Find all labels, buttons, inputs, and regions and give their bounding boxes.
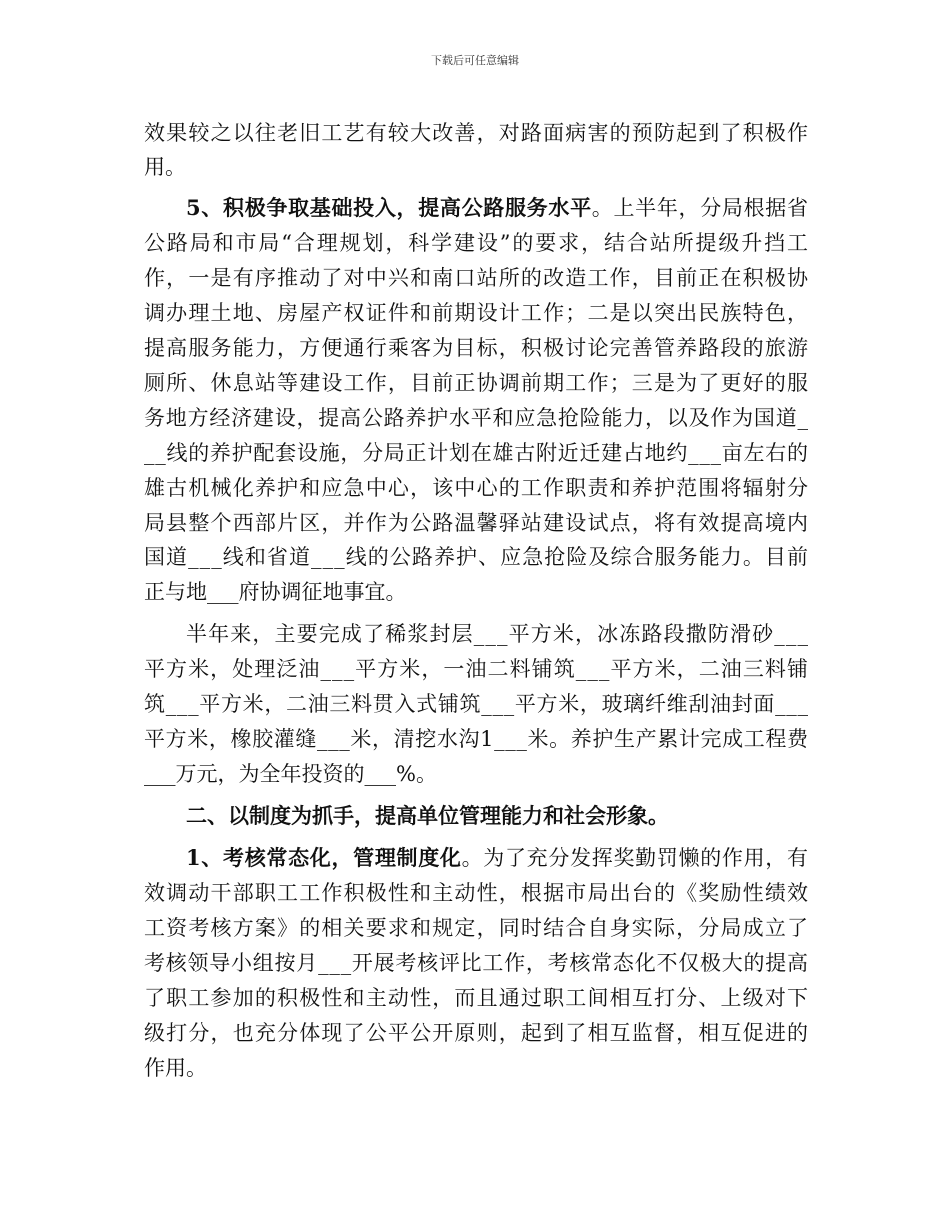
text-line (0, 877, 950, 913)
text-line (0, 653, 950, 689)
body-text: 国道___线和省道___线的公路养护、应急抢险及综合服务能力。目前 (144, 545, 810, 569)
bold-heading-text: 二、以制度为抓手，提高单位管理能力和社会形象。 (186, 803, 669, 828)
text-line (0, 192, 950, 228)
text-line (0, 576, 950, 612)
body-text: 作用。 (144, 1056, 207, 1080)
body-text: ___万元，为全年投资的___%。 (144, 762, 437, 786)
body-text: 半年来，主要完成了稀浆封层___平方米，冰冻路段撒防滑砂___ (186, 622, 810, 646)
text-line (0, 947, 950, 983)
body-text: __线的养护配套设施，分局正计划在雄古附近迁建占地约___亩左右的 (144, 441, 809, 465)
body-text: 雄古机械化养护和应急中心，该中心的工作职责和养护范围将辐射分 (144, 476, 810, 500)
text-line (0, 402, 950, 438)
body-text: 工资考核方案》的相关要求和规定，同时结合自身实际，分局成立了 (144, 916, 810, 940)
body-text: 级打分，也充分体现了公平公开原则，起到了相互监督，相互促进的 (144, 1021, 810, 1045)
page-header: 下载后可任意编辑 (431, 54, 519, 67)
text-line (0, 723, 950, 759)
body-text: 用。 (144, 155, 186, 179)
text-line (0, 1052, 950, 1088)
text-line (0, 507, 950, 543)
body-text: 筑___平方米，二油三料贯入式铺筑___平方米，玻璃纤维刮油封面___ (144, 692, 809, 716)
text-line (0, 688, 950, 724)
text-line (0, 262, 950, 298)
text-line (0, 842, 950, 878)
text-line (0, 1017, 950, 1053)
body-text: 平方米，橡胶灌缝___米，清挖水沟1___米。养护生产累计完成工程费 (144, 727, 809, 751)
text-line (0, 151, 950, 187)
body-text: 厕所、休息站等建设工作，目前正协调前期工作；三是为了更好的服 (144, 371, 810, 395)
body-text: 局县整个西部片区，并作为公路温馨驿站建设试点，将有效提高境内 (144, 511, 810, 535)
body-text: 务地方经济建设，提高公路养护水平和应急抢险能力，以及作为国道_ (144, 406, 809, 430)
text-line (0, 758, 950, 794)
body-text: 了职工参加的积极性和主动性，而且通过职工间相互打分、上级对下 (144, 986, 810, 1010)
text-line (0, 472, 950, 508)
body-text: 。上半年，分局根据省 (591, 196, 809, 220)
text-line (0, 227, 950, 263)
text-line (0, 982, 950, 1018)
text-line (0, 332, 950, 368)
text-line (0, 800, 950, 836)
text-line (0, 367, 950, 403)
body-text: 提高服务能力，方便通行乘客为目标，积极讨论完善管养路段的旅游 (144, 336, 810, 360)
text-line (0, 618, 950, 654)
body-text: 效果较之以往老旧工艺有较大改善，对路面病害的预防起到了积极作 (144, 121, 810, 145)
bold-heading-text: 1、考核常态化，管理制度化 (186, 845, 462, 870)
body-text: 公路局和市局“合理规划，科学建设”的要求，结合站所提级升挡工 (144, 231, 810, 255)
text-line (0, 541, 950, 577)
body-text: 考核领导小组按月___开展考核评比工作，考核常态化不仅极大的提高 (144, 951, 809, 975)
text-line (0, 437, 950, 473)
body-text: 效调动干部职工工作积极性和主动性，根据市局出台的《奖励性绩效 (144, 881, 810, 905)
body-text: 。为了充分发挥奖勤罚懒的作用，有 (461, 846, 809, 870)
body-text: 调办理土地、房屋产权证件和前期设计工作；二是以突出民族特色， (144, 301, 810, 325)
text-line (0, 117, 950, 153)
text-line (0, 297, 950, 333)
text-line (0, 912, 950, 948)
body-text: 正与地___府协调征地事宜。 (144, 580, 407, 604)
body-text: 平方米，处理泛油___平方米，一油二料铺筑___平方米，二油三料铺 (144, 657, 810, 681)
bold-heading-text: 5、积极争取基础投入，提高公路服务水平 (186, 195, 592, 220)
body-text: 作，一是有序推动了对中兴和南口站所的改造工作，目前正在积极协 (144, 266, 810, 290)
